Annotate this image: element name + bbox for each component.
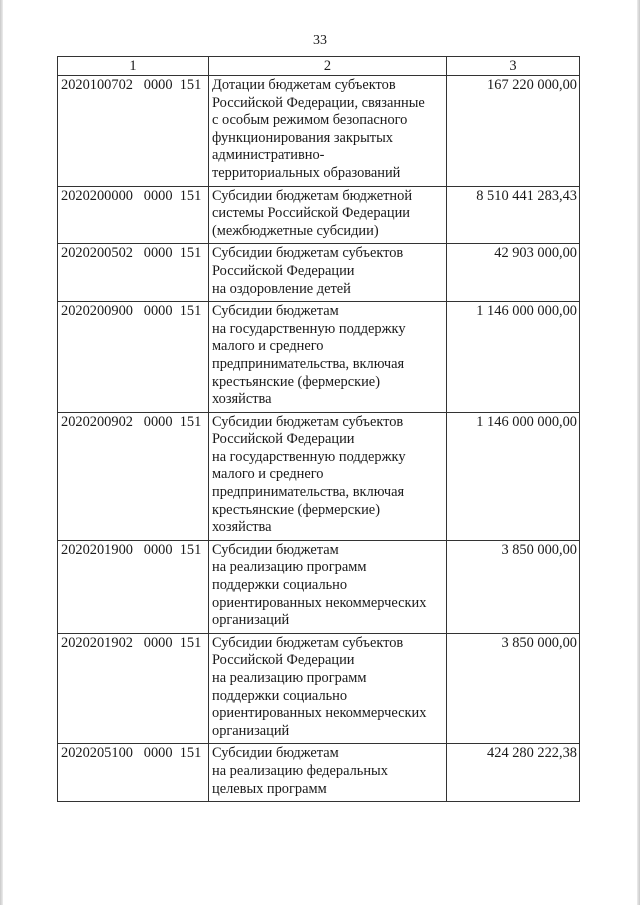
row-amount: 1 146 000 000,00 <box>447 302 580 413</box>
row-amount: 3 850 000,00 <box>447 540 580 633</box>
header-row <box>58 57 580 76</box>
scan-edge-left <box>0 0 3 905</box>
page-number: 33 <box>313 33 327 48</box>
row-code: 2020100702 0000 151 <box>58 76 209 187</box>
row-amount: 8 510 441 283,43 <box>447 186 580 244</box>
row-description: Субсидии бюджетам на государственную поддержку малого и среднего предпринимательства, включая крестьянские (фермерские) хозяйства <box>209 302 447 413</box>
row-amount: 1 146 000 000,00 <box>447 412 580 540</box>
table-row <box>58 186 580 244</box>
row-amount: 42 903 000,00 <box>447 244 580 302</box>
row-description: Субсидии бюджетам на реализацию программ поддержки социально ориентированных некоммерческих организаций <box>209 540 447 633</box>
column-header-description: 2 <box>209 57 447 76</box>
row-amount: 424 280 222,38 <box>447 744 580 802</box>
row-description: Субсидии бюджетам субъектов Российской Федерации на реализацию программ поддержки социально ориентированных некоммерческих организаций <box>209 633 447 744</box>
table-header <box>58 57 580 76</box>
row-amount: 3 850 000,00 <box>447 633 580 744</box>
row-amount: 167 220 000,00 <box>447 76 580 187</box>
row-description: Субсидии бюджетам бюджетной системы Российской Федерации (межбюджетные субсидии) <box>209 186 447 244</box>
table-row <box>58 302 580 413</box>
row-description: Дотации бюджетам субъектов Российской Федерации, связанные с особым режимом безопасного функционирования закрытых административно- территориальных образований <box>209 76 447 187</box>
table-row <box>58 540 580 633</box>
table-row <box>58 412 580 540</box>
table-row <box>58 244 580 302</box>
row-code: 2020200900 0000 151 <box>58 302 209 413</box>
row-description: Субсидии бюджетам субъектов Российской Федерации на государственную поддержку малого и среднего предпринимательства, включая крестьянские (фермерские) хозяйства <box>209 412 447 540</box>
table-row <box>58 76 580 187</box>
table-row <box>58 744 580 802</box>
table-row <box>58 633 580 744</box>
row-code: 2020200000 0000 151 <box>58 186 209 244</box>
table-body <box>58 76 580 802</box>
row-description: Субсидии бюджетам субъектов Российской Федерации на оздоровление детей <box>209 244 447 302</box>
column-header-amount: 3 <box>447 57 580 76</box>
budget-table <box>57 56 580 802</box>
row-code: 2020200902 0000 151 <box>58 412 209 540</box>
row-code: 2020205100 0000 151 <box>58 744 209 802</box>
row-code: 2020200502 0000 151 <box>58 244 209 302</box>
row-code: 2020201900 0000 151 <box>58 540 209 633</box>
row-description: Субсидии бюджетам на реализацию федеральных целевых программ <box>209 744 447 802</box>
column-header-code: 1 <box>58 57 209 76</box>
row-code: 2020201902 0000 151 <box>58 633 209 744</box>
